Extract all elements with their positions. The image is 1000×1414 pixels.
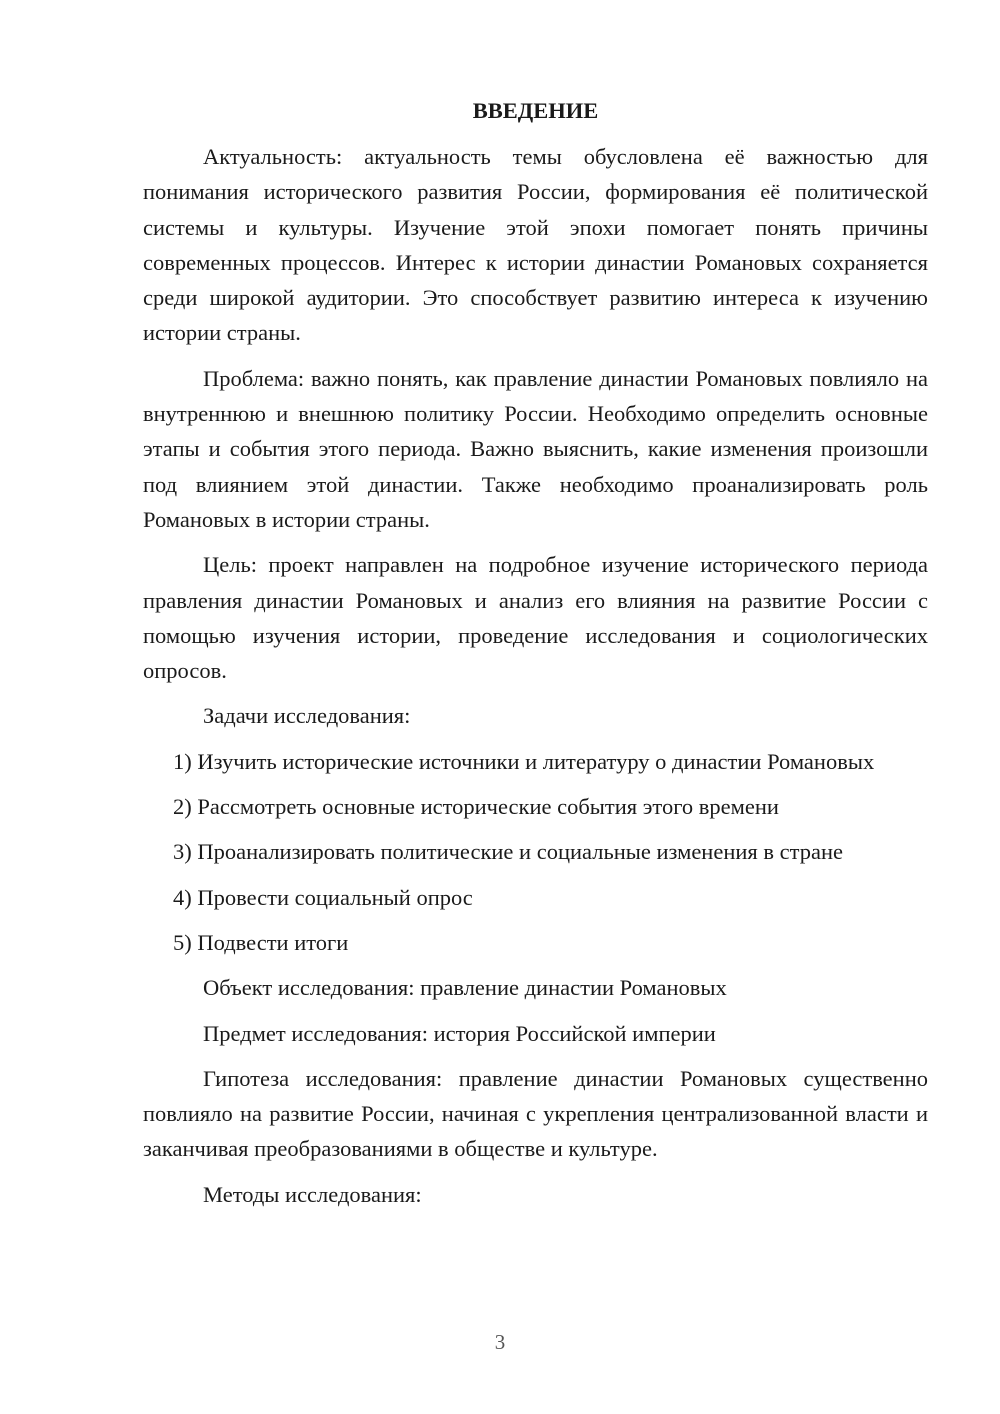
- goal-paragraph: Цель: проект направлен на подробное изучение исторического периода правления династии Романовых и анализ его влияния на развитие России с помощью изучения истории, проведение исследования и социологических опросов.: [143, 552, 928, 684]
- research-object: Объект исследования: правление династии Романовых: [203, 975, 727, 1001]
- task-item-1: 1) Изучить исторические источники и литературу о династии Романовых: [173, 748, 875, 774]
- section-title: ВВЕДЕНИЕ: [472, 98, 599, 123]
- document-page: [143, 92, 928, 1222]
- problem-paragraph: Проблема: важно понять, как правление династии Романовых повлияло на внутреннюю и внешнюю политику России. Необходимо определить основные этапы и события этого периода. Важно выяснить, какие изменения произошли под влиянием этой династии. Также необходимо проанализировать роль Романовых в истории страны.: [143, 365, 928, 532]
- tasks-heading: Задачи исследования:: [203, 703, 411, 729]
- page-number: 3: [494, 1330, 506, 1354]
- task-item-3: 3) Проанализировать политические и социальные изменения в стране: [173, 839, 844, 865]
- task-item-5: 5) Подвести итоги: [173, 929, 349, 955]
- task-item-2: 2) Рассмотреть основные исторические события этого времени: [173, 794, 779, 820]
- research-subject: Предмет исследования: история Российской империи: [203, 1020, 716, 1046]
- methods-heading: Методы исследования:: [203, 1181, 422, 1207]
- task-item-4: 4) Провести социальный опрос: [173, 884, 473, 910]
- relevance-paragraph: Актуальность: актуальность темы обусловлена её важностью для понимания исторического развития России, формирования её политической системы и культуры. Изучение этой эпохи помогает понять причины современных процессов. Интерес к истории династии Романовых сохраняется среди широкой аудитории. Это способствует развитию интереса к изучению истории страны.: [143, 144, 928, 346]
- hypothesis-paragraph: Гипотеза исследования: правление династии Романовых существенно повлияло на развитие России, начиная с укрепления централизованной власти и заканчивая преобразованиями в обществе и культуре.: [143, 1065, 928, 1162]
